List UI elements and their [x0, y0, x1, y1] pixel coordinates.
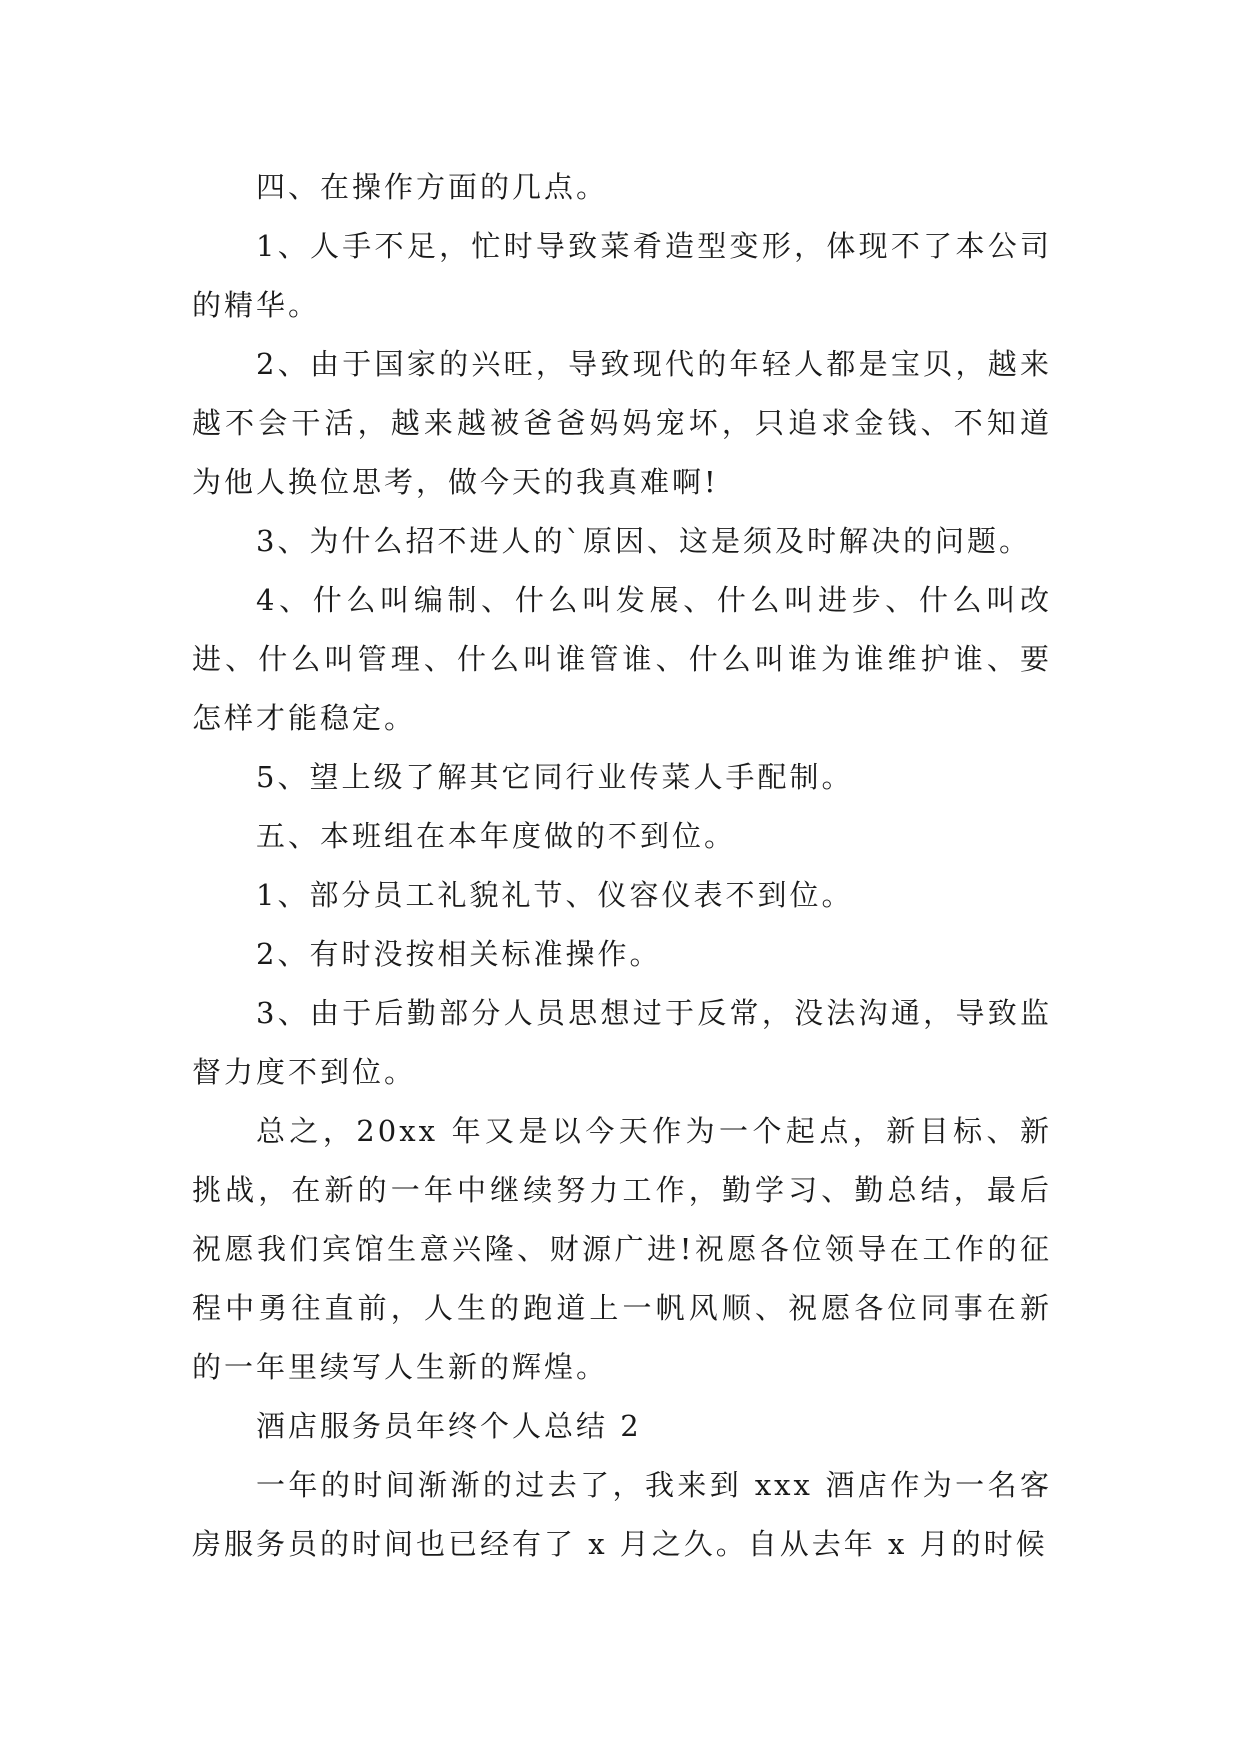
section-heading-shortcomings: 五、本班组在本年度做的不到位。: [256, 819, 737, 853]
section-heading-operations: 四、在操作方面的几点。: [256, 170, 609, 204]
list-item: 1、部分员工礼貌礼节、仪容仪表不到位。: [256, 878, 854, 912]
list-item: 3、为什么招不进人的`原因、这是须及时解决的问题。: [256, 524, 1031, 558]
document-body: [192, 158, 1052, 1574]
body-paragraph: 一年的时间渐渐的过去了，我来到 xxx 酒店作为一名客房服务员的时间也已经有了 x 月之久。自从去年 x 月的时候: [192, 1468, 1052, 1561]
list-item: 2、有时没按相关标准操作。: [256, 937, 662, 971]
list-item: 4、什么叫编制、什么叫发展、什么叫进步、什么叫改进、什么叫管理、什么叫谁管谁、什么叫谁为谁维护谁、要怎样才能稳定。: [192, 583, 1052, 735]
section-title: 酒店服务员年终个人总结 2: [256, 1409, 642, 1443]
list-item: 2、由于国家的兴旺，导致现代的年轻人都是宝贝，越来越不会干活，越来越被爸爸妈妈宠坏，只追求金钱、不知道为他人换位思考，做今天的我真难啊!: [192, 347, 1052, 499]
list-item: 3、由于后勤部分人员思想过于反常，没法沟通，导致监督力度不到位。: [192, 996, 1052, 1089]
conclusion-paragraph: 总之，20xx 年又是以今天作为一个起点，新目标、新挑战，在新的一年中继续努力工作，勤学习、勤总结，最后祝愿我们宾馆生意兴隆、财源广进!祝愿各位领导在工作的征程中勇往直前，人生的跑道上一帆风顺、祝愿各位同事在新的一年里续写人生新的辉煌。: [192, 1114, 1052, 1384]
list-item: 5、望上级了解其它同行业传菜人手配制。: [256, 760, 854, 794]
list-item: 1、人手不足，忙时导致菜肴造型变形，体现不了本公司的精华。: [192, 229, 1052, 322]
